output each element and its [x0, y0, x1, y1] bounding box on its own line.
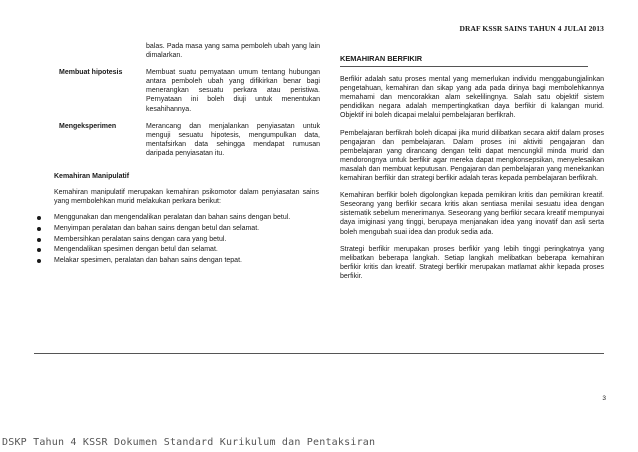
- section-divider: [34, 353, 604, 354]
- paragraph: Strategi berfikir merupakan proses berfikir yang lebih tinggi peringkatnya yang melibatkan beberapa langkah. Setiap langkah melibatkan beberapa kemahiran berfikir kritis dan kreatif. Strategi berfikir merupakan matlamat akhir kepada proses berfikir.: [340, 245, 604, 280]
- definition-text: Membuat suatu pernyataan umum tentang hubungan antara pemboleh ubah yang difikirkan benar bagi menerangkan sesuatu perkara atau peristiwa. Pernyataan ini boleh diuji untuk menentukan kesahihannya.: [146, 69, 320, 113]
- right-column: [340, 40, 604, 281]
- definition-text: Merancang dan menjalankan penyiasatan untuk menguji sesuatu hipotesis, mengumpulkan data, mentafsirkan data sehingga mendapat rumusan daripada penyiasatan itu.: [146, 122, 320, 157]
- definition-term: Mengeksperimen: [59, 122, 117, 130]
- paragraph: Pembelajaran berfikrah boleh dicapai jika murid dilibatkan secara aktif dalam proses pengajaran dan pembelajaran. Dalam proses ini aktiviti pengajaran dan pembelajaran yang dirancang dengan teliti dapat mencungkil minda murid dan mendorongnya untuk berfikir agar mereka dapat mengkonsepsikan, menyelesaikan masalah dan membuat keputusan. Pengajaran dan pembelajaran yang menekankan kemahiran berfikir dan strategi berfikir adalah teras kepada pembelajaran berfikrah.: [340, 129, 604, 183]
- list-item: Membersihkan peralatan sains dengan cara yang betul.: [34, 235, 320, 244]
- definition-term: Membuat hipotesis: [59, 69, 123, 77]
- manipulatif-heading: Kemahiran Manipulatif: [54, 173, 130, 181]
- manipulatif-paragraph: Kemahiran manipulatif merupakan kemahiran psikomotor dalam penyiasatan sains yang membolehkan murid melakukan perkara berikut:: [54, 189, 319, 206]
- definition-row: [34, 68, 320, 113]
- definition-row: [34, 122, 320, 158]
- section-heading: KEMAHIRAN BERFIKIR: [340, 54, 588, 67]
- page-number: 3: [602, 395, 606, 402]
- list-item: Menggunakan dan mengendalikan peralatan dan bahan sains dengan betul.: [34, 213, 320, 222]
- paragraph: Berfikir adalah satu proses mental yang memerlukan individu menggabungjalinkan pengetahuan, kemahiran dan sikap yang ada pada dirinya bagi membolehkannya memahami dan mencorakkan alam sekelilingnya. Salah satu objektif sistem pendidikan negara adalah mempertingkatkan daya berfikir di kalangan murid. Objektif ini boleh dicapai melalui pembelajaran berfikrah.: [340, 76, 604, 120]
- skill-bullet-list: [34, 213, 320, 264]
- paragraph: Kemahiran berfikir boleh digolongkan kepada pemikiran kritis dan pemikiran kreatif. Seseorang yang berfikir secara kritis akan sentiasa menilai sesuatu idea dengan sistematik sebelum menerimanya. Seseorang yang berfikir secara kreatif mempunyai daya imiginasi yang tinggi, berupaya menjanakan idea yang inovatif dan asli serta boleh mengubah suai idea dan produk sedia ada.: [340, 192, 604, 236]
- footer-text: DSKP Tahun 4 KSSR Dokumen Standard Kurikulum dan Pentaksiran: [2, 437, 376, 448]
- left-column: [34, 40, 320, 266]
- list-item: Melakar spesimen, peralatan dan bahan sains dengan tepat.: [34, 256, 320, 265]
- list-item: Menyimpan peralatan dan bahan sains dengan betul dan selamat.: [34, 224, 320, 233]
- document-header: DRAF KSSR SAINS TAHUN 4 JULAI 2013: [459, 24, 604, 33]
- list-item: Mengendalikan spesimen dengan betul dan selamat.: [34, 245, 320, 254]
- continuation-text: balas. Pada masa yang sama pemboleh ubah yang lain dimalarkan.: [146, 43, 320, 60]
